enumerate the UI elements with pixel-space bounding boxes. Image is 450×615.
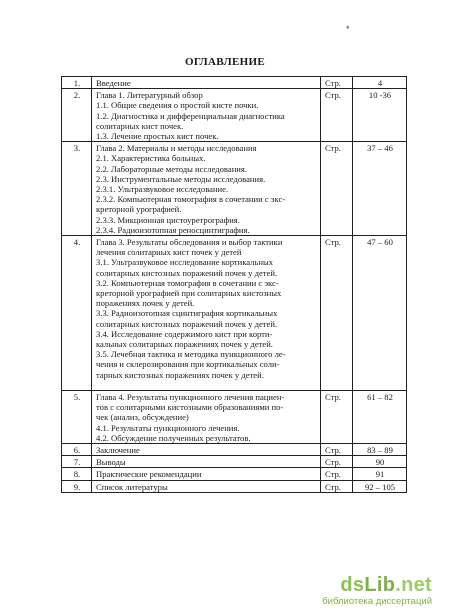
toc-line: 3.4. Исследование содержимого кист при корти-	[96, 328, 273, 339]
toc-row	[62, 390, 407, 443]
page-title: ОГЛАВЛЕНИЕ	[185, 56, 265, 68]
toc-row	[62, 142, 407, 236]
toc-row-pages: 91	[353, 468, 407, 480]
toc-line: 2.3.2. Компьютерная томография в сочетании с экс-	[96, 194, 286, 205]
toc-line: тов с солитарными кистозными образованиями по-	[96, 402, 284, 413]
toc-row-spacer	[96, 380, 317, 390]
toc-row-content	[92, 89, 321, 142]
toc-row-number: 3.	[62, 142, 92, 236]
toc-line: солитарных кистозных поражений почек у детей.	[96, 267, 278, 278]
toc-row-number: 8.	[62, 468, 92, 480]
watermark	[322, 574, 432, 607]
toc-line: 3.3. Радиоизотопная сцинтиграфия кортикальных	[96, 308, 278, 319]
toc-row	[62, 443, 407, 455]
toc-row-pages: 47 – 60	[353, 236, 407, 391]
toc-line: чек (анализ, обсуждение)	[96, 412, 189, 423]
toc-row-page-label: Стр.	[321, 236, 353, 391]
toc-line: 2.3.3. Микционная цистоуретрография.	[96, 214, 240, 225]
toc-line: 1.1. Общие сведения о простой кисте почки.	[96, 100, 259, 111]
toc-line: Заключение	[96, 444, 140, 455]
toc-line: тарных кистозных поражениях почек у детей.	[96, 369, 264, 380]
toc-row-page-label: Стр.	[321, 480, 353, 492]
toc-row-content	[92, 456, 321, 468]
toc-row-pages: 90	[353, 456, 407, 468]
toc-row-number: 1.	[62, 77, 92, 89]
toc-row-content	[92, 480, 321, 492]
toc-row-content	[92, 390, 321, 443]
toc-line: 3.1. Ультразвуковое исследование кортикальных	[96, 257, 274, 268]
toc-line: 1.2. Диагностика и дифференциальная диагностика	[96, 110, 285, 121]
toc-row-content	[92, 236, 321, 391]
toc-row	[62, 480, 407, 492]
toc-row-pages: 92 – 105	[353, 480, 407, 492]
toc-row-page-label: Стр.	[321, 89, 353, 142]
toc-line: Введение	[96, 78, 131, 88]
toc-line: солитарных кист почек.	[96, 120, 184, 131]
toc-line: Глава 2. Материалы и методы исследования	[96, 143, 257, 154]
toc-row-pages: 4	[353, 77, 407, 89]
toc-row	[62, 77, 407, 89]
toc-line: 2.2. Лабораторные методы исследования.	[96, 163, 247, 174]
toc-line: Список литературы	[96, 481, 168, 492]
toc-line: 2.1. Характеристика больных.	[96, 153, 206, 164]
toc-row-page-label: Стр.	[321, 468, 353, 480]
toc-line: 2.3. Инструментальные методы исследования.	[96, 173, 266, 184]
toc-row-number: 6.	[62, 443, 92, 455]
toc-line: креторной урографией при солитарных кистозных	[96, 288, 282, 299]
toc-row-page-label: Стр.	[321, 390, 353, 443]
toc-row	[62, 236, 407, 391]
page-mark: *	[346, 24, 350, 34]
toc-row-pages: 83 – 89	[353, 443, 407, 455]
toc-row-page-label: Стр.	[321, 142, 353, 236]
toc-line: солитарных кистозных поражений почек у детей.	[96, 318, 278, 329]
toc-line: поражениях почек у детей.	[96, 298, 195, 309]
toc-line: 2.3.4. Радиоизотопная реносцинтиграфия.	[96, 224, 250, 235]
toc-line: Выводы	[96, 457, 126, 468]
toc-line: Глава 3. Результаты обследования и выбор тактики	[96, 237, 283, 248]
toc-line: креторной урографией.	[96, 204, 182, 215]
toc-row	[62, 456, 407, 468]
toc-line: 4.1. Результаты пункционного лечения.	[96, 422, 240, 433]
toc-row-number: 9.	[62, 480, 92, 492]
toc-line: Глава 4. Результаты пункционного лечения пациен-	[96, 391, 285, 402]
toc-row-number: 7.	[62, 456, 92, 468]
toc-table	[61, 76, 407, 493]
toc-row-pages: 10 -36	[353, 89, 407, 142]
toc-line: 3.5. Лечебная тактика и методика пункционного ле-	[96, 349, 286, 360]
toc-row-number: 5.	[62, 390, 92, 443]
toc-line: чения и склерозирования при кортикальных соли-	[96, 359, 280, 370]
toc-line: 4.2. Обсуждение полученных результатов.	[96, 432, 251, 443]
toc-row-number: 2.	[62, 89, 92, 142]
toc-row-content	[92, 142, 321, 236]
toc-row-content	[92, 468, 321, 480]
toc-row-content	[92, 77, 321, 89]
toc-row-number: 4.	[62, 236, 92, 391]
toc-line: 1.3. Лечение простых кист почек.	[96, 131, 219, 142]
toc-row-content	[92, 443, 321, 455]
toc-row	[62, 89, 407, 142]
toc-row	[62, 468, 407, 480]
toc-row-page-label: Стр.	[321, 456, 353, 468]
toc-line: кальных солитарных поражениях почек у детей.	[96, 339, 273, 350]
watermark-logo: dsLib.net	[340, 574, 432, 596]
toc-row-page-label: Стр.	[321, 77, 353, 89]
toc-line: лечения солитарных кист почек у детей	[96, 247, 242, 258]
toc-row-pages: 37 – 46	[353, 142, 407, 236]
toc-line: 3.2. Компьютерная томография в сочетании с экс-	[96, 277, 279, 288]
toc-line: Глава 1. Литературный обзор	[96, 90, 203, 101]
toc-row-pages: 61 – 82	[353, 390, 407, 443]
watermark-subtitle: библиотека диссертаций	[322, 596, 432, 607]
toc-line: Практические рекомендации	[96, 469, 202, 480]
toc-line: 2.3.1. Ультразвуковое исследование.	[96, 184, 229, 195]
toc-row-page-label: Стр.	[321, 443, 353, 455]
